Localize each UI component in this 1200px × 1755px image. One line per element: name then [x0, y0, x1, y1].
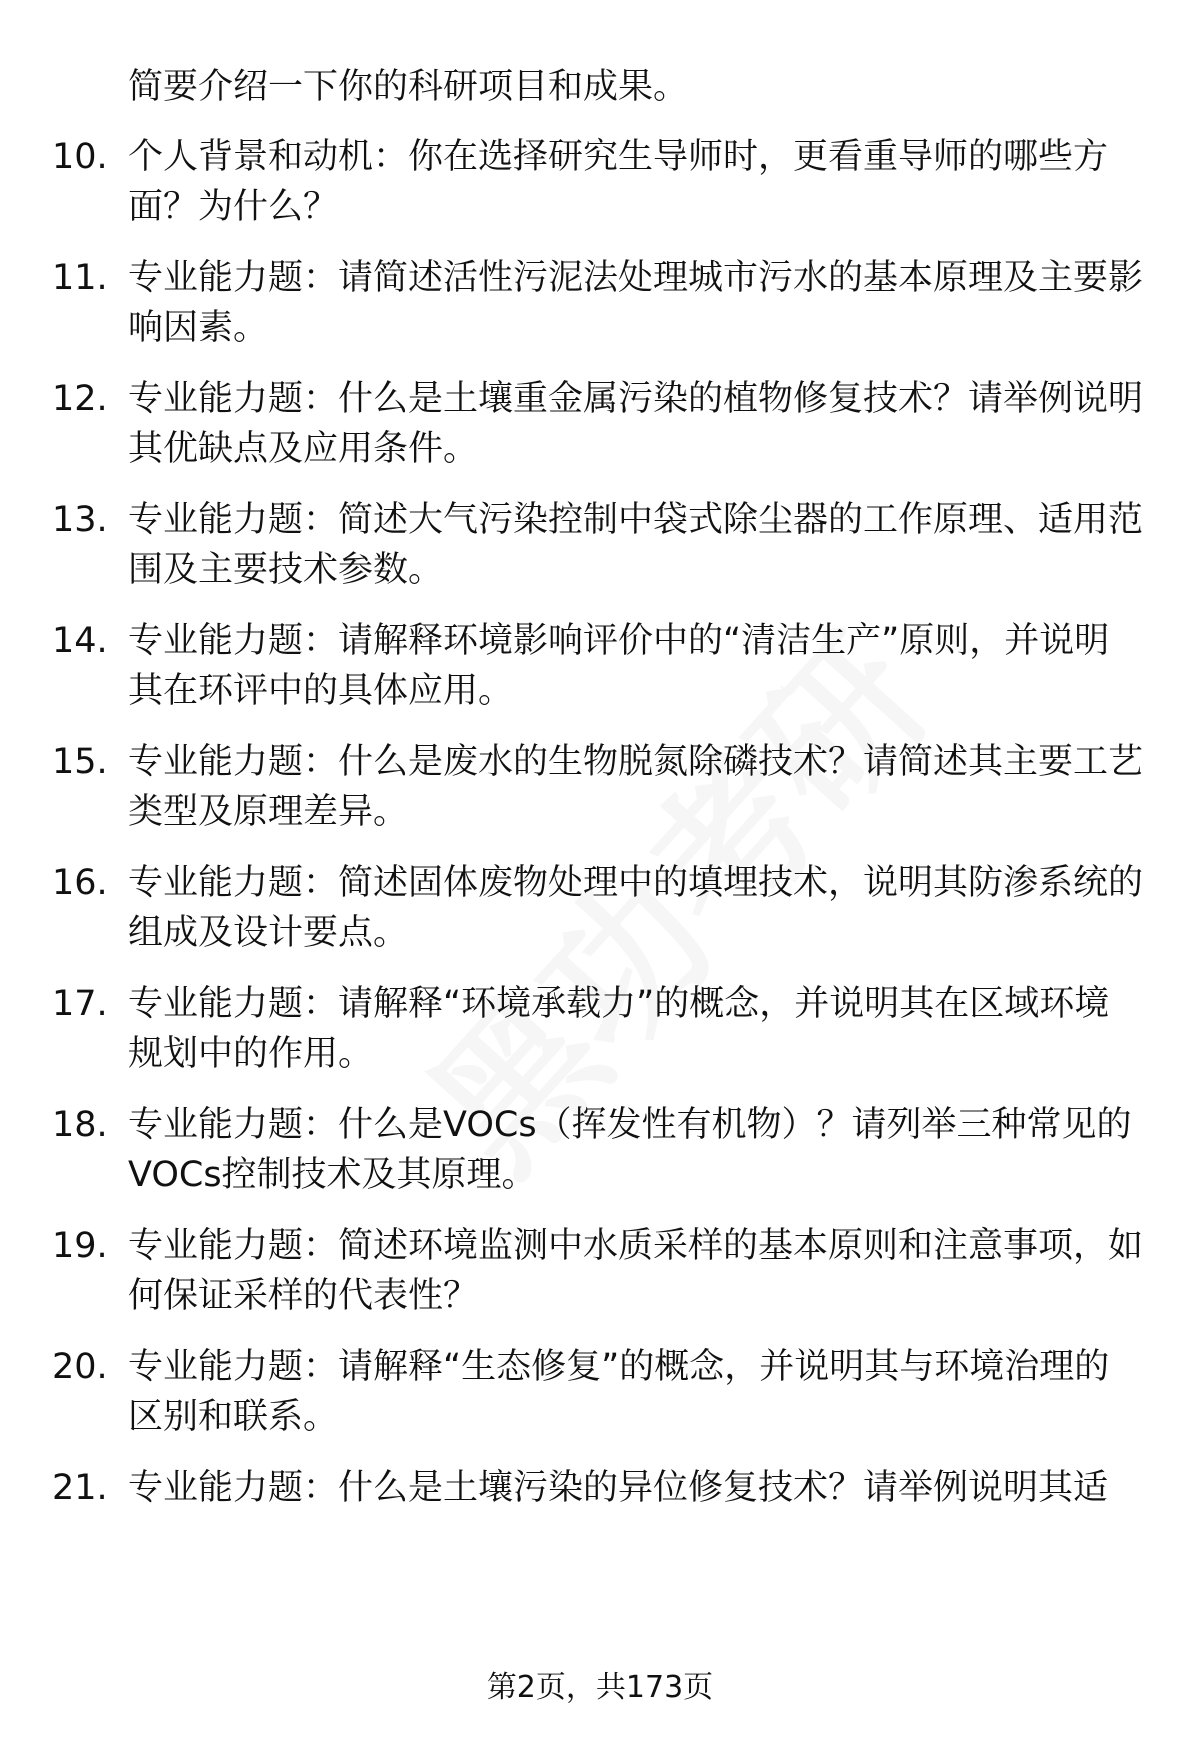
item-text: 专业能力题：什么是废水的生物脱氮除磷技术？请简述其主要工艺类型及原理差异。	[128, 742, 1144, 832]
item-number: 19.	[52, 1226, 108, 1266]
item-text: 专业能力题：什么是土壤重金属污染的植物修复技术？请举例说明其优缺点及应用条件。	[128, 379, 1144, 469]
item-text: 专业能力题：简述环境监测中水质采样的基本原则和注意事项，如何保证采样的代表性？	[128, 1226, 1144, 1316]
item-number: 21.	[52, 1468, 108, 1508]
item-number: 20.	[52, 1347, 108, 1387]
item-number: 17.	[52, 984, 108, 1024]
item-text: 专业能力题：什么是土壤污染的异位修复技术？请举例说明其适	[128, 1468, 1109, 1508]
item-number: 16.	[52, 863, 108, 903]
page-number: 第2页，共173页	[486, 1670, 714, 1705]
item-text: 专业能力题：什么是VOCs（挥发性有机物）？请列举三种常见的VOCs控制技术及其原理。	[128, 1105, 1132, 1195]
item-number: 18.	[52, 1105, 108, 1145]
item-text: 个人背景和动机：你在选择研究生导师时，更看重导师的哪些方面？为什么？	[128, 137, 1109, 227]
item-text: 专业能力题：请解释“生态修复”的概念，并说明其与环境治理的区别和联系。	[128, 1347, 1110, 1437]
continuation-text: 简要介绍一下你的科研项目和成果。	[128, 67, 689, 107]
item-text: 专业能力题：简述固体废物处理中的填埋技术，说明其防渗系统的组成及设计要点。	[128, 863, 1144, 953]
item-number: 15.	[52, 742, 108, 782]
item-text: 专业能力题：简述大气污染控制中袋式除尘器的工作原理、适用范围及主要技术参数。	[128, 500, 1144, 590]
item-text: 专业能力题：请解释“环境承载力”的概念，并说明其在区域环境规划中的作用。	[128, 984, 1110, 1074]
item-text: 专业能力题：请解释环境影响评价中的“清洁生产”原则，并说明其在环评中的具体应用。	[128, 621, 1110, 711]
item-number: 10.	[52, 137, 108, 177]
item-text: 专业能力题：请简述活性污泥法处理城市污水的基本原理及主要影响因素。	[128, 258, 1144, 348]
item-number: 13.	[52, 500, 108, 540]
item-number: 11.	[52, 258, 108, 298]
item-number: 14.	[52, 621, 108, 661]
item-number: 12.	[52, 379, 108, 419]
